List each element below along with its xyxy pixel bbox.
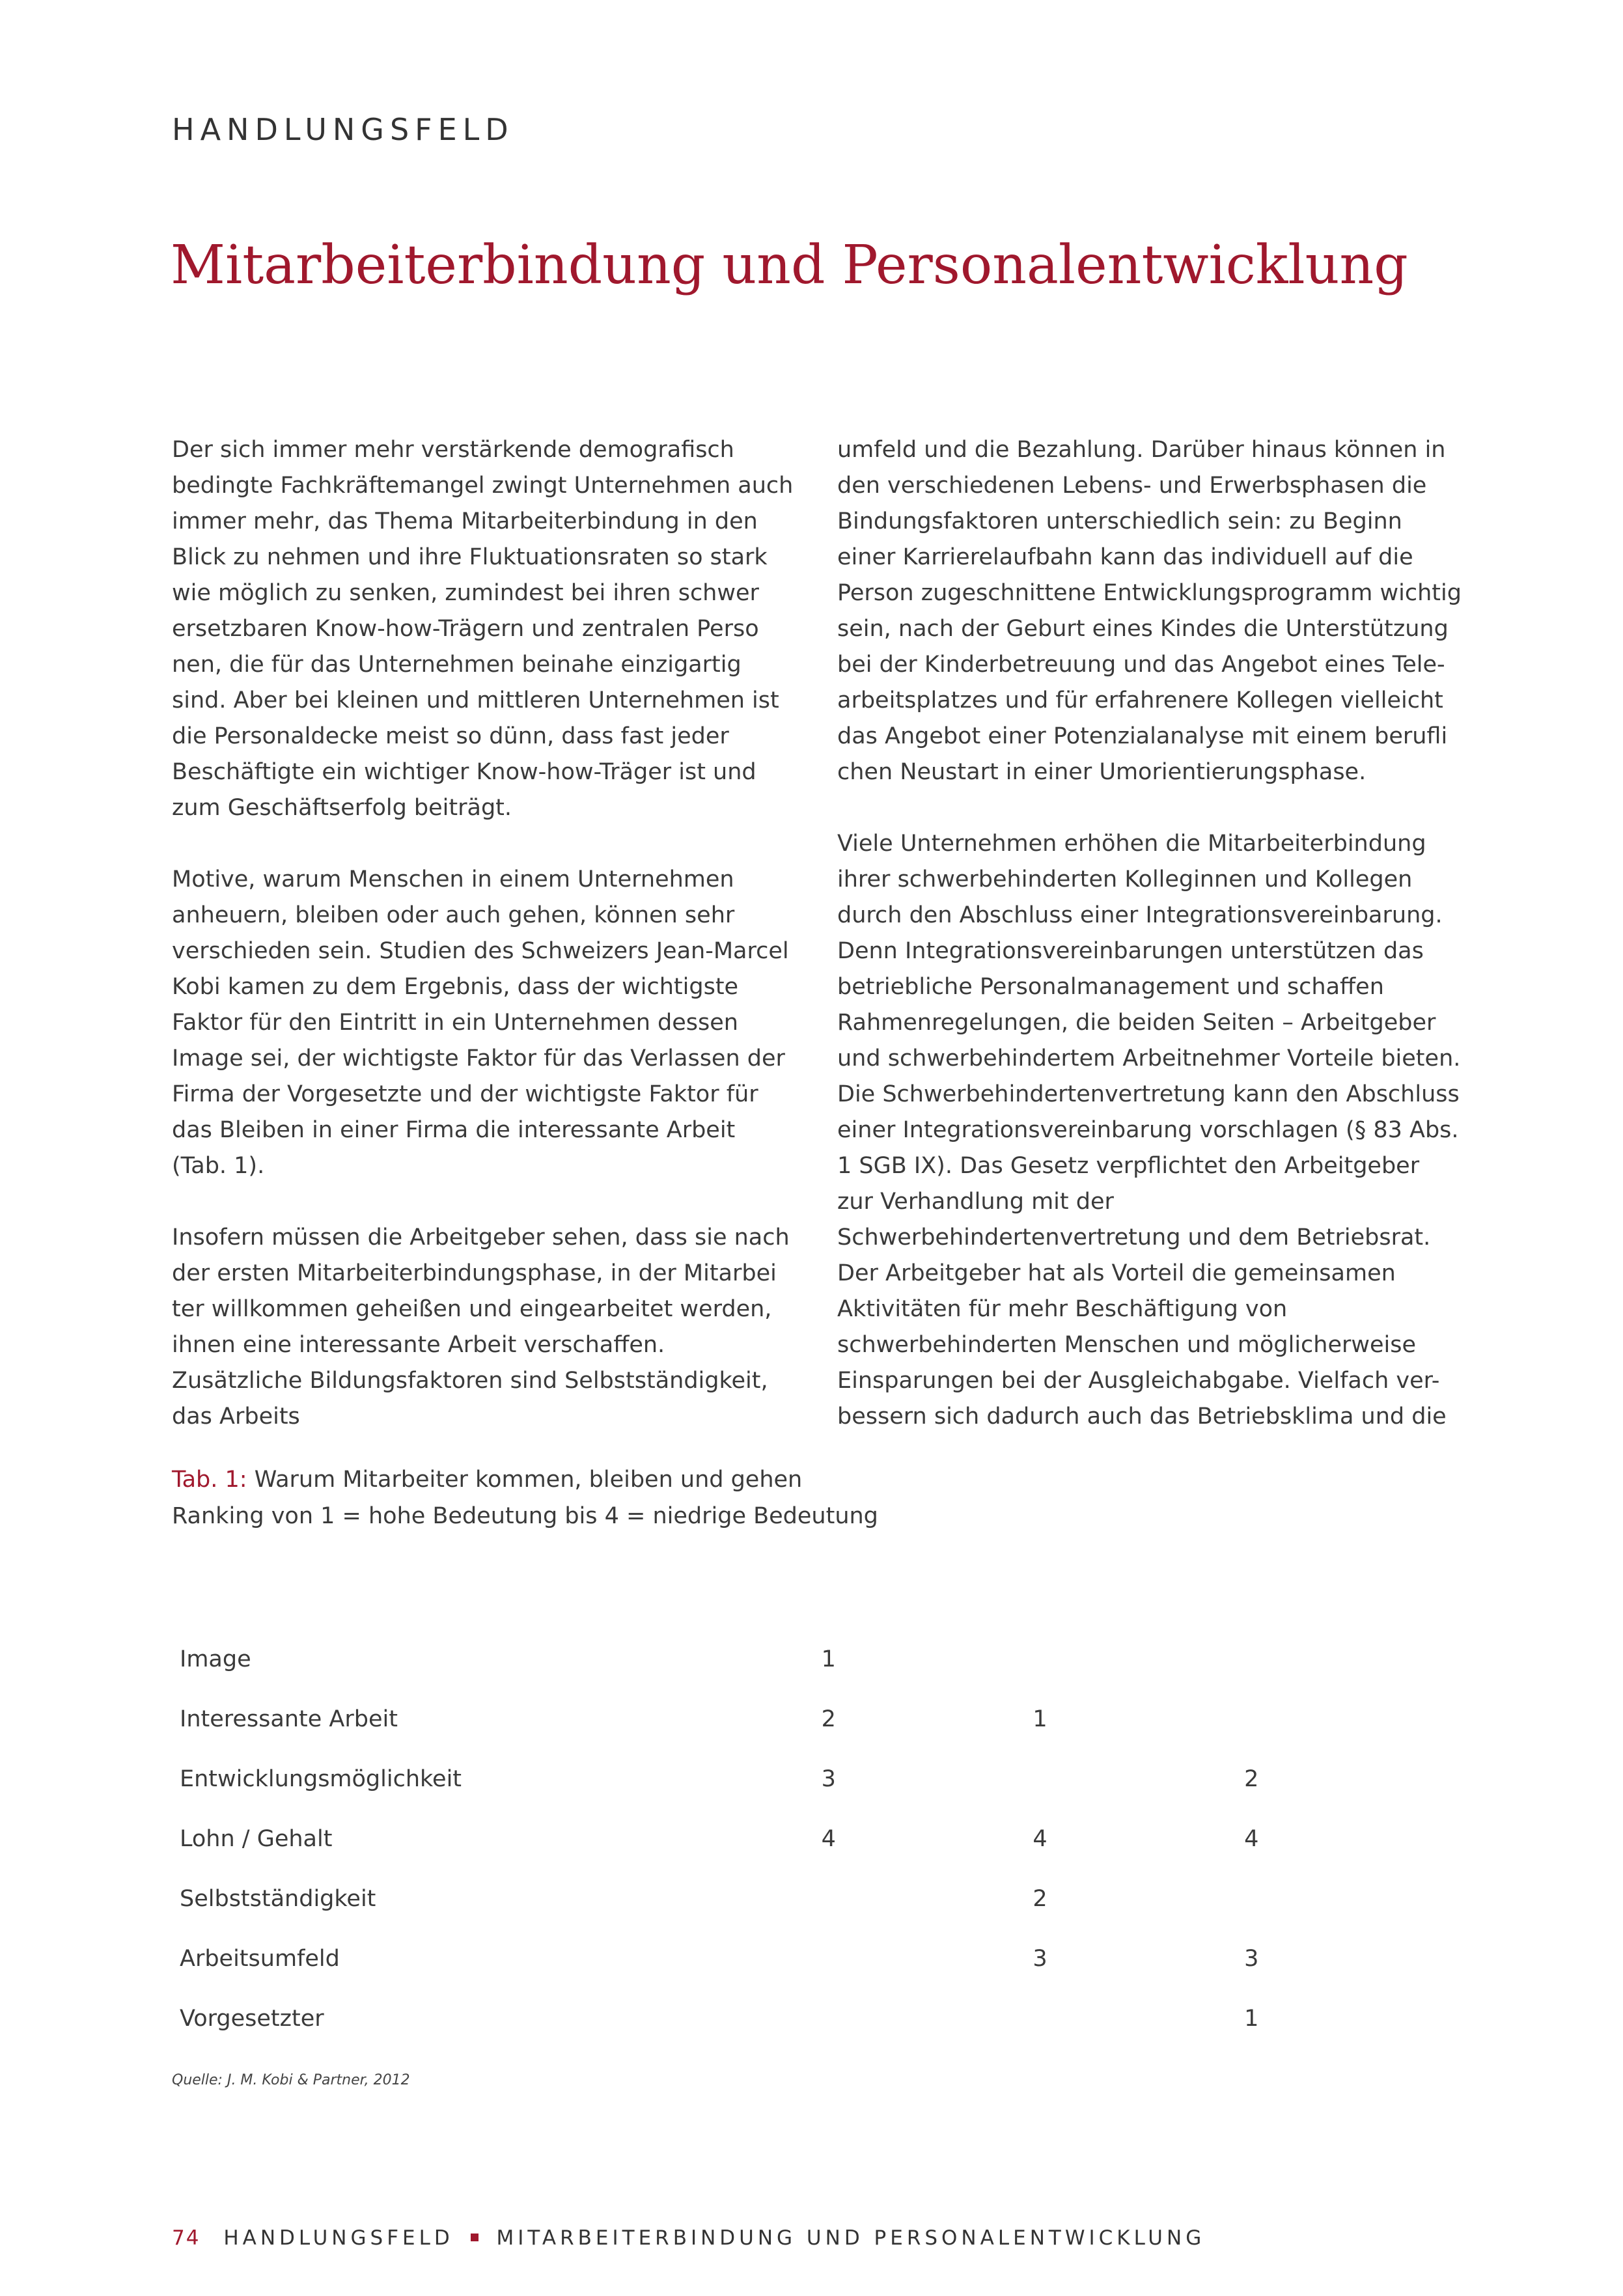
table-caption-title: Warum Mitarbeiter kommen, bleiben und gehen (254, 1467, 803, 1493)
table-cell-rank (812, 1869, 1024, 1929)
table-caption (172, 1461, 878, 1534)
table-cell-rank: 4 (821, 1826, 836, 1852)
table-cell-rank: 2 (1033, 1886, 1047, 1912)
table-cell-rank: 1 (1244, 2006, 1259, 2032)
table-cell-rank (1023, 1749, 1235, 1809)
paragraph: umfeld und die Bezahlung. Darüber hinaus können in den verschiedenen Lebens- und Erwerbsphasen die Bindungsfaktoren unterschiedlich sein: zu Beginn einer Karrierelaufbahn kann das individuell auf die Person zugeschnittene Entwicklungsprogramm wichtig sein, nach der Geburt eines Kindes die Unterstützung bei der Kinderbetreuung und das Angebot eines Tele-arbeitsplatzes und für erfahrenere Kollegen vielleicht das Angebot einer Potenzialanalyse mit einem berufli chen Neustart in einer Umorientierungsphase. (837, 437, 1462, 785)
table-cell-rank (1235, 1689, 1447, 1749)
table-cell-rank (1023, 1629, 1235, 1689)
table-cell-rank (812, 1929, 1024, 1989)
footer-chapter: MITARBEITERBINDUNG UND PERSONALENTWICKLUNG (496, 2226, 1206, 2250)
square-bullet-icon (471, 2234, 479, 2241)
table-cell-factor: Arbeitsumfeld (180, 1946, 340, 1972)
table-cell-rank: 2 (1244, 1766, 1259, 1792)
table-cell-rank (1235, 1869, 1447, 1929)
paragraph: Motive, warum Menschen in einem Unternehmen anheuern, bleiben oder auch gehen, können sehr verschieden sein. Studien des Schweizers Jean-Marcel Kobi kamen zu dem Ergebnis, dass der wichtigste Faktor für den Eintritt in ein Unternehmen dessen Image sei, der wichtigste Faktor für das Verlassen der Firma der Vorgesetzte und der wichtigste Faktor für das Bleiben in einer Firma die interessante Arbeit (Tab. 1). (172, 866, 789, 1179)
table-row (171, 1929, 1447, 1989)
table-cell-factor: Vorgesetzter (180, 2006, 324, 2032)
table-row (171, 1629, 1447, 1689)
ranking-table (171, 1629, 1447, 2049)
table-cell-factor: Selbstständigkeit (180, 1886, 376, 1912)
table-row (171, 1869, 1447, 1929)
paragraph: Viele Unternehmen erhöhen die Mitarbeiterbindung ihrer schwerbehinderten Kolleginnen und Kollegen durch den Abschluss einer Integrationsvereinbarung. Denn Integrationsvereinbarungen unterstützen das betriebliche Personalmanagement und schaffen Rahmenregelungen, die beiden Seiten – Arbeitgeber und schwerbehindertem Arbeitnehmer Vorteile bieten. Die Schwerbehindertenvertretung kann den Abschluss einer Integrationsvereinbarung vorschlagen (§ 83 Abs. 1 SGB IX). Das Gesetz verpflichtet den Arbeitgeber zur Verhandlung mit der Schwerbehindertenvertretung und dem Betriebsrat. Der Arbeitgeber hat als Vorteil die gemeinsamen Aktivitäten für mehr Beschäftigung von schwerbehinderten Menschen und möglicherweise Einsparungen bei der Ausgleichabgabe. Vielfach ver-bessern sich dadurch auch das Betriebsklima und die (837, 831, 1461, 1430)
table-cell-rank (1023, 1989, 1235, 2049)
page-title: Mitarbeiterbindung und Personalentwicklung (171, 234, 1408, 296)
table-source: Quelle: J. M. Kobi & Partner, 2012 (172, 2072, 410, 2088)
table-cell-rank: 3 (1033, 1946, 1047, 1972)
table-cell-rank: 4 (1033, 1826, 1047, 1852)
table-cell-rank (1235, 1629, 1447, 1689)
table-row (171, 1809, 1447, 1869)
table-cell-factor: Interessante Arbeit (180, 1706, 398, 1732)
table-cell-rank (812, 1989, 1024, 2049)
table-row (171, 1689, 1447, 1749)
table-row (171, 1749, 1447, 1809)
section-kicker: HANDLUNGSFELD (172, 112, 514, 147)
page-footer (172, 2226, 1205, 2250)
table-caption-label: Tab. 1: (172, 1467, 247, 1493)
table-cell-rank: 2 (821, 1706, 836, 1732)
body-column-right (837, 432, 1462, 1471)
paragraph: Der sich immer mehr verstärkende demografisch bedingte Fachkräftemangel zwingt Unternehmen auch immer mehr, das Thema Mitarbeiterbindung in den Blick zu nehmen und ihre Fluktuationsraten so stark wie möglich zu senken, zumindest bei ihren schwer ersetzbaren Know-how-Trägern und zentralen Perso nen, die für das Unternehmen beinahe einzigartig sind. Aber bei kleinen und mittleren Unternehmen ist die Personaldecke meist so dünn, dass fast jeder Beschäftigte ein wichtiger Know-how-Träger ist und zum Geschäftserfolg beiträgt. (172, 437, 794, 821)
table-caption-subtitle: Ranking von 1 = hohe Bedeutung bis 4 = niedrige Bedeutung (172, 1503, 878, 1529)
page-number: 74 (172, 2226, 201, 2250)
body-column-left (172, 432, 797, 1471)
paragraph: Insofern müssen die Arbeitgeber sehen, dass sie nach der ersten Mitarbeiterbindungsphase, in der Mitarbei ter willkommen geheißen und eingearbeitet werden, ihnen eine interessante Arbeit verschaffen. Zusätzliche Bildungsfaktoren sind Selbstständigkeit, das Arbeits (172, 1224, 790, 1430)
table-cell-rank: 1 (821, 1646, 836, 1672)
footer-section: HANDLUNGSFELD (223, 2226, 454, 2250)
table-row (171, 1989, 1447, 2049)
table-cell-rank: 4 (1244, 1826, 1259, 1852)
table-cell-rank: 3 (821, 1766, 836, 1792)
table-cell-factor: Entwicklungsmöglichkeit (180, 1766, 462, 1792)
table-cell-rank: 3 (1244, 1946, 1259, 1972)
table-cell-factor: Lohn / Gehalt (180, 1826, 333, 1852)
table-cell-factor: Image (180, 1646, 251, 1672)
table-cell-rank: 1 (1033, 1706, 1047, 1732)
